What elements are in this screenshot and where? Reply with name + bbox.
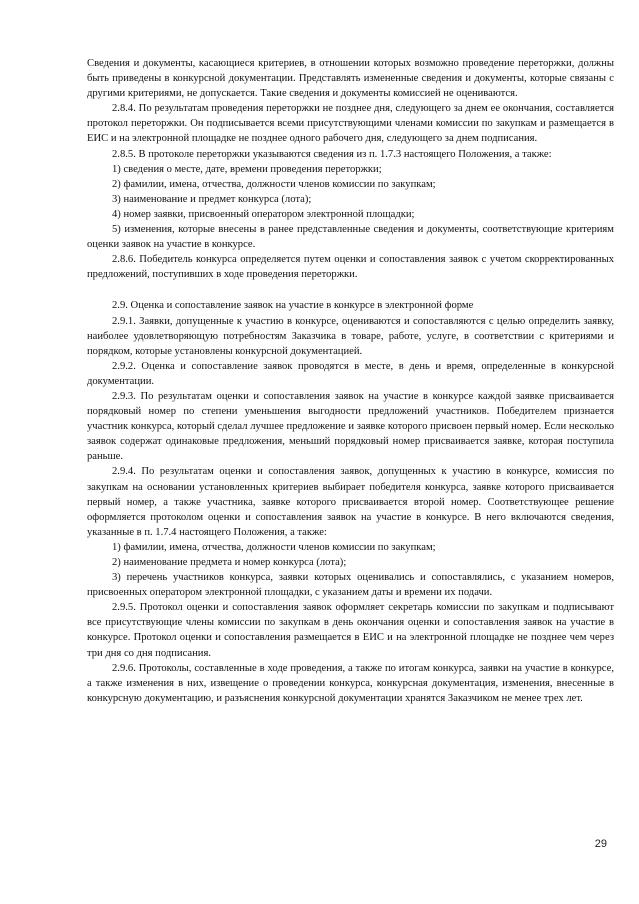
list-item: 2) фамилии, имена, отчества, должности членов комиссии по закупкам; [112,178,436,190]
paragraph-2-8-5: 2.8.5. В протоколе переторжки указываются сведения из п. 1.7.3 настоящего Положения, а также: [112,148,552,160]
list-item: 1) сведения о месте, дате, времени проведения переторжки; [112,163,382,175]
paragraph-2-9-3: 2.9.3. По результатам оценки и сопоставления заявок на участие в конкурсе каждой заявке присваивается порядковый номер по степени уменьшения выгодности предложений участников. Победителем признается участник конкурса, который сделал лучшее предложение и заявке которого присвоен первый номер. Если несколько заявок содержат одинаковые предложения, меньший порядковый номер присваивается заявке, которая поступила раньше. [87,390,614,463]
paragraph-2-8-4: 2.8.4. По результатам проведения переторжки не позднее дня, следующего за днем ее окончания, составляется протокол переторжки. Он подписывается всеми присутствующими членами комиссии по закупкам и размещается в ЕИС и на электронной площадке не позднее одного рабочего дня, следующего за днем подписания. [87,103,614,145]
paragraph-2-9-1: 2.9.1. Заявки, допущенные к участию в конкурсе, оцениваются и сопоставляются с целью определить заявку, наиболее удовлетворяющую потребностям Заказчика в товаре, работе, услуге, в соответствии с критериями и порядком, которые установлены конкурсной документацией. [87,315,614,357]
document-body [87,56,614,706]
paragraph-2-9-5: 2.9.5. Протокол оценки и сопоставления заявок оформляет секретарь комиссии по закупкам и подписывают все присутствующие члены комиссии по закупкам в день окончания оценки и сопоставления заявок на участие в конкурсе. Протокол оценки и сопоставления размещается в ЕИС и на электронной площадке не позднее чем через три дня со дня подписания. [87,602,614,659]
list-item: 1) фамилии, имена, отчества, должности членов комиссии по закупкам; [112,541,436,553]
list-item: 2) наименование предмета и номер конкурса (лота); [112,557,347,568]
list-item: 3) перечень участников конкурса, заявки которых оценивались и сопоставлялись, с указанием номеров, присвоенных оператором электронной площадки, с указанием даты и времени их подачи. [87,572,614,599]
list-item: 3) наименование и предмет конкурса (лота); [112,193,312,205]
list-item: 4) номер заявки, присвоенный оператором электронной площадки; [112,208,415,220]
paragraph-2-8-6: 2.8.6. Победитель конкурса определяется путем оценки и сопоставления заявок с учетом скорректированных предложений, поступивших в ходе проведения переторжки. [87,254,614,281]
paragraph-2-9-2: 2.9.2. Оценка и сопоставление заявок проводятся в месте, в день и время, определенные в конкурсной документации. [87,360,614,387]
section-heading-2-9: 2.9. Оценка и сопоставление заявок на участие в конкурсе в электронной форме [112,300,474,312]
page-number: 29 [594,838,607,850]
paragraph-2-9-4: 2.9.4. По результатам оценки и сопоставления заявок, допущенных к участию в конкурсе, комиссия по закупкам на основании установленных критериев выбирает победителя конкурса, заявке которого присваивается первый номер, а также участника, заявке которого присваивается второй номер. Соответствующее решение оформляется протоколом оценки и сопоставления заявок на участие в конкурсе. В него включаются сведения, указанные в п. 1.7.4 настоящего Положения, а также: [87,466,614,538]
list-item: 5) изменения, которые внесены в ранее представленные сведения и документы, соответствующие критериям оценки заявок на участие в конкурсе. [87,224,614,251]
paragraph-intro: Сведения и документы, касающиеся критериев, в отношении которых возможно проведение переторжки, должны быть приведены в конкурсной документации. Представлять измененные сведения и документы, которые связаны с другими критериями, не допускается. Такие сведения и документы комиссией не оцениваются. [87,58,614,100]
paragraph-2-9-6: 2.9.6. Протоколы, составленные в ходе проведения, а также по итогам конкурса, заявки на участие в конкурсе, а также изменения в них, извещение о проведении конкурса, конкурсная документация, изменения, внесенные в конкурсную документацию, и разъяснения конкурсной документации хранятся Заказчиком не менее трех лет. [87,662,614,704]
section-spacer [87,282,614,298]
